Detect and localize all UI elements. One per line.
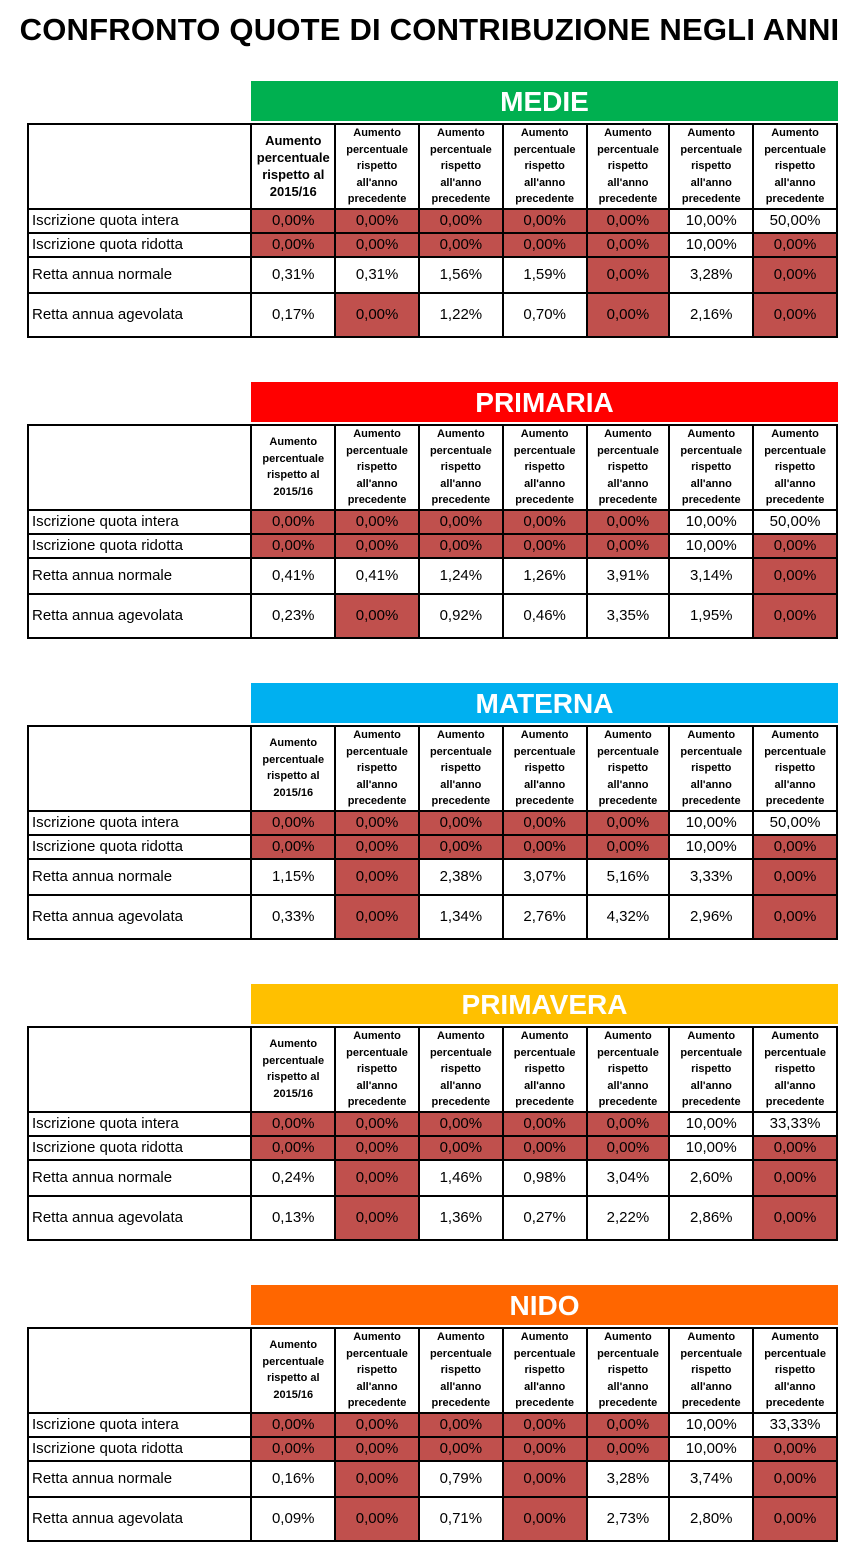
value-cell: 0,31% — [335, 257, 419, 293]
value-cell: 0,00% — [503, 1112, 587, 1136]
value-cell: 0,41% — [251, 558, 335, 594]
value-cell: 0,27% — [503, 1196, 587, 1240]
value-cell: 0,00% — [503, 233, 587, 257]
header-corner-cell — [28, 1328, 251, 1413]
value-cell: 33,33% — [753, 1413, 837, 1437]
section-banner-primavera: PRIMAVERA — [251, 984, 838, 1024]
section-banner-primaria: PRIMARIA — [251, 382, 838, 422]
value-cell: 0,00% — [503, 1413, 587, 1437]
value-cell: 0,33% — [251, 895, 335, 939]
value-cell: 0,98% — [503, 1160, 587, 1196]
value-cell: 10,00% — [669, 1413, 753, 1437]
value-cell: 0,41% — [335, 558, 419, 594]
header-row — [28, 1328, 837, 1413]
value-cell: 0,00% — [419, 1413, 503, 1437]
value-cell: 10,00% — [669, 209, 753, 233]
value-cell: 0,00% — [753, 895, 837, 939]
value-cell: 0,00% — [503, 534, 587, 558]
value-cell: 5,16% — [587, 859, 670, 895]
table-primaria — [27, 424, 838, 639]
value-cell: 0,70% — [503, 293, 587, 337]
table-row — [28, 1437, 837, 1461]
row-label: Iscrizione quota ridotta — [28, 1437, 251, 1461]
value-cell: 0,00% — [419, 1112, 503, 1136]
value-cell: 0,00% — [753, 594, 837, 638]
table-row — [28, 1413, 837, 1437]
column-header: Aumento percentuale rispetto all'anno precedente — [419, 726, 503, 811]
value-cell: 0,00% — [503, 1461, 587, 1497]
value-cell: 0,46% — [503, 594, 587, 638]
value-cell: 0,00% — [335, 1497, 419, 1541]
header-row — [28, 726, 837, 811]
value-cell: 0,00% — [251, 534, 335, 558]
table-row — [28, 594, 837, 638]
value-cell: 0,00% — [419, 811, 503, 835]
row-label: Retta annua agevolata — [28, 594, 251, 638]
header-corner-cell — [28, 425, 251, 510]
value-cell: 1,46% — [419, 1160, 503, 1196]
value-cell: 0,00% — [587, 1112, 670, 1136]
table-row — [28, 1196, 837, 1240]
value-cell: 3,28% — [669, 257, 753, 293]
value-cell: 0,00% — [753, 859, 837, 895]
table-row — [28, 510, 837, 534]
table-row — [28, 811, 837, 835]
value-cell: 0,00% — [753, 257, 837, 293]
value-cell: 0,00% — [587, 293, 670, 337]
value-cell: 2,96% — [669, 895, 753, 939]
value-cell: 0,00% — [503, 1136, 587, 1160]
value-cell: 3,04% — [587, 1160, 670, 1196]
value-cell: 50,00% — [753, 811, 837, 835]
value-cell: 1,26% — [503, 558, 587, 594]
value-cell: 2,60% — [669, 1160, 753, 1196]
column-header: Aumento percentuale rispetto all'anno precedente — [503, 425, 587, 510]
table-row — [28, 1497, 837, 1541]
table-row — [28, 1160, 837, 1196]
value-cell: 0,00% — [419, 510, 503, 534]
value-cell: 1,15% — [251, 859, 335, 895]
value-cell: 0,00% — [251, 1112, 335, 1136]
table-materna — [27, 725, 838, 940]
value-cell: 3,14% — [669, 558, 753, 594]
value-cell: 3,28% — [587, 1461, 670, 1497]
value-cell: 0,00% — [753, 293, 837, 337]
row-label: Retta annua normale — [28, 558, 251, 594]
value-cell: 0,31% — [251, 257, 335, 293]
row-label: Retta annua normale — [28, 257, 251, 293]
value-cell: 0,00% — [251, 1437, 335, 1461]
column-header: Aumento percentuale rispetto all'anno precedente — [753, 726, 837, 811]
value-cell: 2,73% — [587, 1497, 670, 1541]
value-cell: 0,23% — [251, 594, 335, 638]
value-cell: 0,00% — [753, 1461, 837, 1497]
value-cell: 0,17% — [251, 293, 335, 337]
value-cell: 0,00% — [335, 293, 419, 337]
column-header: Aumento percentuale rispetto all'anno precedente — [753, 1328, 837, 1413]
value-cell: 3,33% — [669, 859, 753, 895]
column-header: Aumento percentuale rispetto all'anno precedente — [335, 124, 419, 209]
column-header: Aumento percentuale rispetto all'anno precedente — [335, 1328, 419, 1413]
value-cell: 10,00% — [669, 510, 753, 534]
value-cell: 0,00% — [335, 1196, 419, 1240]
value-cell: 0,00% — [335, 233, 419, 257]
value-cell: 2,86% — [669, 1196, 753, 1240]
table-row — [28, 293, 837, 337]
value-cell: 0,00% — [335, 1136, 419, 1160]
value-cell: 10,00% — [669, 811, 753, 835]
column-header: Aumento percentuale rispetto all'anno precedente — [503, 124, 587, 209]
value-cell: 0,00% — [587, 233, 670, 257]
value-cell: 0,00% — [335, 895, 419, 939]
value-cell: 0,00% — [335, 859, 419, 895]
table-nido — [27, 1327, 838, 1542]
value-cell: 0,00% — [251, 233, 335, 257]
value-cell: 0,00% — [503, 835, 587, 859]
header-row — [28, 425, 837, 510]
column-header: Aumento percentuale rispetto all'anno precedente — [419, 1027, 503, 1112]
row-label: Iscrizione quota intera — [28, 1112, 251, 1136]
value-cell: 0,00% — [753, 1437, 837, 1461]
value-cell: 0,00% — [587, 257, 670, 293]
row-label: Retta annua agevolata — [28, 1196, 251, 1240]
value-cell: 1,36% — [419, 1196, 503, 1240]
table-row — [28, 257, 837, 293]
value-cell: 0,00% — [587, 835, 670, 859]
value-cell: 10,00% — [669, 233, 753, 257]
value-cell: 0,16% — [251, 1461, 335, 1497]
column-header: Aumento percentuale rispetto all'anno precedente — [669, 1027, 753, 1112]
value-cell: 0,00% — [335, 1461, 419, 1497]
value-cell: 0,00% — [587, 209, 670, 233]
column-header: Aumento percentuale rispetto all'anno precedente — [587, 124, 670, 209]
value-cell: 10,00% — [669, 1136, 753, 1160]
value-cell: 0,00% — [419, 835, 503, 859]
row-label: Iscrizione quota ridotta — [28, 233, 251, 257]
value-cell: 50,00% — [753, 209, 837, 233]
column-header: Aumento percentuale rispetto al 2015/16 — [251, 425, 335, 510]
column-header: Aumento percentuale rispetto al 2015/16 — [251, 726, 335, 811]
column-header: Aumento percentuale rispetto all'anno precedente — [419, 124, 503, 209]
value-cell: 1,95% — [669, 594, 753, 638]
table-row — [28, 1461, 837, 1497]
value-cell: 0,00% — [335, 594, 419, 638]
value-cell: 0,00% — [753, 1196, 837, 1240]
value-cell: 0,00% — [335, 1112, 419, 1136]
value-cell: 0,00% — [503, 510, 587, 534]
value-cell: 0,00% — [753, 1160, 837, 1196]
column-header: Aumento percentuale rispetto al 2015/16 — [251, 1328, 335, 1413]
table-row — [28, 895, 837, 939]
value-cell: 0,00% — [251, 209, 335, 233]
value-cell: 2,22% — [587, 1196, 670, 1240]
column-header: Aumento percentuale rispetto all'anno precedente — [669, 124, 753, 209]
value-cell: 0,00% — [587, 811, 670, 835]
section-banner-medie: MEDIE — [251, 81, 838, 121]
column-header: Aumento percentuale rispetto all'anno precedente — [753, 425, 837, 510]
column-header: Aumento percentuale rispetto all'anno precedente — [335, 1027, 419, 1112]
value-cell: 0,00% — [251, 1413, 335, 1437]
row-label: Iscrizione quota intera — [28, 811, 251, 835]
value-cell: 0,00% — [419, 1437, 503, 1461]
value-cell: 3,35% — [587, 594, 670, 638]
value-cell: 0,00% — [251, 510, 335, 534]
section-banner-materna: MATERNA — [251, 683, 838, 723]
table-row — [28, 1136, 837, 1160]
value-cell: 2,38% — [419, 859, 503, 895]
row-label: Retta annua agevolata — [28, 1497, 251, 1541]
column-header: Aumento percentuale rispetto all'anno precedente — [419, 1328, 503, 1413]
row-label: Retta annua normale — [28, 1160, 251, 1196]
value-cell: 33,33% — [753, 1112, 837, 1136]
value-cell: 1,22% — [419, 293, 503, 337]
value-cell: 2,16% — [669, 293, 753, 337]
section-banner-nido: NIDO — [251, 1285, 838, 1325]
value-cell: 0,00% — [587, 1413, 670, 1437]
value-cell: 4,32% — [587, 895, 670, 939]
value-cell: 3,74% — [669, 1461, 753, 1497]
header-row — [28, 1027, 837, 1112]
value-cell: 0,00% — [419, 534, 503, 558]
value-cell: 0,00% — [753, 558, 837, 594]
value-cell: 0,24% — [251, 1160, 335, 1196]
value-cell: 10,00% — [669, 835, 753, 859]
value-cell: 0,00% — [251, 1136, 335, 1160]
value-cell: 0,00% — [335, 534, 419, 558]
value-cell: 0,00% — [753, 233, 837, 257]
value-cell: 0,00% — [503, 811, 587, 835]
value-cell: 1,59% — [503, 257, 587, 293]
value-cell: 0,00% — [335, 835, 419, 859]
row-label: Iscrizione quota ridotta — [28, 835, 251, 859]
value-cell: 0,00% — [753, 534, 837, 558]
value-cell: 0,00% — [335, 811, 419, 835]
table-row — [28, 209, 837, 233]
column-header: Aumento percentuale rispetto all'anno precedente — [335, 726, 419, 811]
value-cell: 0,00% — [419, 209, 503, 233]
value-cell: 0,00% — [419, 1136, 503, 1160]
column-header: Aumento percentuale rispetto all'anno precedente — [419, 425, 503, 510]
table-row — [28, 233, 837, 257]
value-cell: 0,00% — [335, 1437, 419, 1461]
table-row — [28, 859, 837, 895]
value-cell: 1,56% — [419, 257, 503, 293]
row-label: Retta annua agevolata — [28, 895, 251, 939]
row-label: Iscrizione quota intera — [28, 209, 251, 233]
value-cell: 0,71% — [419, 1497, 503, 1541]
value-cell: 0,00% — [419, 233, 503, 257]
value-cell: 1,24% — [419, 558, 503, 594]
value-cell: 0,79% — [419, 1461, 503, 1497]
row-label: Retta annua agevolata — [28, 293, 251, 337]
column-header: Aumento percentuale rispetto all'anno precedente — [503, 726, 587, 811]
column-header: Aumento percentuale rispetto all'anno precedente — [753, 1027, 837, 1112]
table-medie — [27, 123, 838, 338]
value-cell: 10,00% — [669, 534, 753, 558]
value-cell: 0,00% — [335, 209, 419, 233]
value-cell: 0,09% — [251, 1497, 335, 1541]
table-row — [28, 1112, 837, 1136]
row-label: Iscrizione quota ridotta — [28, 534, 251, 558]
value-cell: 0,00% — [753, 835, 837, 859]
row-label: Retta annua normale — [28, 1461, 251, 1497]
column-header: Aumento percentuale rispetto all'anno precedente — [587, 1027, 670, 1112]
value-cell: 0,00% — [335, 510, 419, 534]
value-cell: 0,00% — [503, 1497, 587, 1541]
table-row — [28, 558, 837, 594]
value-cell: 3,91% — [587, 558, 670, 594]
column-header: Aumento percentuale rispetto all'anno precedente — [669, 1328, 753, 1413]
value-cell: 50,00% — [753, 510, 837, 534]
value-cell: 10,00% — [669, 1112, 753, 1136]
value-cell: 0,00% — [587, 1136, 670, 1160]
header-corner-cell — [28, 726, 251, 811]
column-header: Aumento percentuale rispetto all'anno precedente — [669, 726, 753, 811]
value-cell: 2,76% — [503, 895, 587, 939]
column-header: Aumento percentuale rispetto all'anno precedente — [669, 425, 753, 510]
column-header: Aumento percentuale rispetto all'anno precedente — [503, 1328, 587, 1413]
value-cell: 1,34% — [419, 895, 503, 939]
column-header: Aumento percentuale rispetto al 2015/16 — [251, 1027, 335, 1112]
header-corner-cell — [28, 124, 251, 209]
value-cell: 0,00% — [503, 1437, 587, 1461]
value-cell: 0,13% — [251, 1196, 335, 1240]
value-cell: 0,00% — [251, 811, 335, 835]
page-title: CONFRONTO QUOTE DI CONTRIBUZIONE NEGLI ANNI — [19, 12, 840, 47]
value-cell: 3,07% — [503, 859, 587, 895]
column-header: Aumento percentuale rispetto all'anno precedente — [587, 425, 670, 510]
value-cell: 0,00% — [587, 534, 670, 558]
row-label: Iscrizione quota intera — [28, 1413, 251, 1437]
table-primavera — [27, 1026, 838, 1241]
value-cell: 2,80% — [669, 1497, 753, 1541]
column-header: Aumento percentuale rispetto all'anno precedente — [587, 1328, 670, 1413]
row-label: Iscrizione quota ridotta — [28, 1136, 251, 1160]
value-cell: 0,00% — [335, 1160, 419, 1196]
value-cell: 0,00% — [587, 1437, 670, 1461]
value-cell: 0,00% — [503, 209, 587, 233]
table-row — [28, 534, 837, 558]
value-cell: 0,00% — [753, 1497, 837, 1541]
value-cell: 0,92% — [419, 594, 503, 638]
column-header: Aumento percentuale rispetto all'anno precedente — [335, 425, 419, 510]
value-cell: 0,00% — [251, 835, 335, 859]
header-corner-cell — [28, 1027, 251, 1112]
column-header: Aumento percentuale rispetto all'anno precedente — [753, 124, 837, 209]
value-cell: 0,00% — [753, 1136, 837, 1160]
value-cell: 0,00% — [587, 510, 670, 534]
header-row — [28, 124, 837, 209]
column-header: Aumento percentuale rispetto al 2015/16 — [251, 124, 335, 209]
column-header: Aumento percentuale rispetto all'anno precedente — [587, 726, 670, 811]
column-header: Aumento percentuale rispetto all'anno precedente — [503, 1027, 587, 1112]
table-row — [28, 835, 837, 859]
value-cell: 0,00% — [335, 1413, 419, 1437]
row-label: Iscrizione quota intera — [28, 510, 251, 534]
row-label: Retta annua normale — [28, 859, 251, 895]
value-cell: 10,00% — [669, 1437, 753, 1461]
